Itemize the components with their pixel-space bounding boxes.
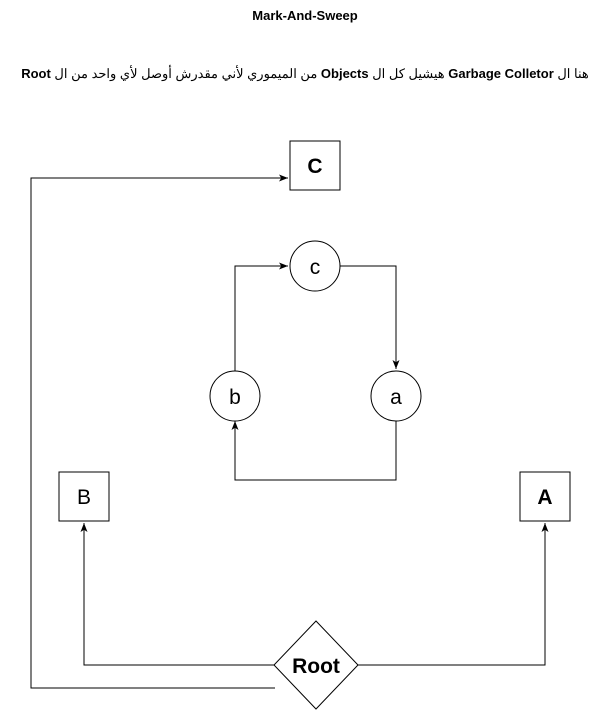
node-C-label: C bbox=[307, 155, 323, 178]
description-part: من الميموري لأني مقدرش أوصل لأي واحد من ال bbox=[50, 66, 321, 81]
node-B bbox=[59, 472, 109, 521]
node-A-label: A bbox=[537, 486, 553, 509]
node-root bbox=[274, 621, 358, 709]
edge-root-to-A bbox=[357, 523, 545, 665]
node-c-label: c bbox=[309, 256, 321, 279]
node-c bbox=[290, 241, 340, 291]
node-a bbox=[371, 371, 421, 421]
edge-b-to-c bbox=[235, 266, 288, 371]
edge-c-to-a bbox=[340, 266, 396, 369]
description-part-bold: Garbage Colletor bbox=[448, 66, 554, 81]
node-B-label: B bbox=[76, 486, 92, 509]
edge-root-to-B bbox=[84, 523, 275, 665]
node-b-label: b bbox=[229, 386, 241, 409]
node-a-label: a bbox=[390, 386, 402, 409]
node-A bbox=[520, 472, 570, 521]
description-part: هيشيل كل ال bbox=[368, 66, 449, 81]
description-part: هنا ال bbox=[553, 66, 589, 81]
node-b bbox=[210, 371, 260, 421]
description-part-bold: Root bbox=[21, 66, 51, 81]
edge-root-to-C bbox=[31, 178, 288, 688]
description-part-bold: Objects bbox=[320, 66, 369, 81]
edge-a-to-b bbox=[235, 420, 396, 480]
node-C bbox=[290, 141, 340, 190]
diagram-title: Mark-And-Sweep bbox=[252, 8, 358, 23]
node-root-label: Root bbox=[292, 655, 340, 678]
